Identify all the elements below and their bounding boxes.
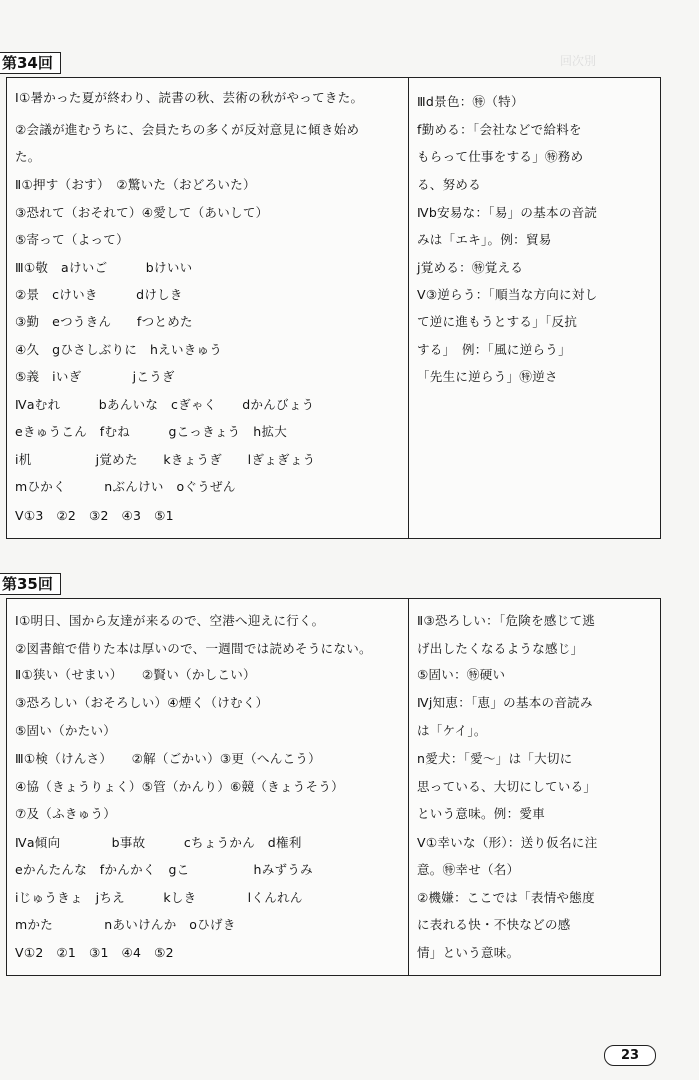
answer-line: Ⅰ①明日、国から友達が来るので、空港へ迎えに行く。 [15, 613, 325, 628]
answer-line: ④久 gひさしぶりに hえいきゅう [15, 342, 223, 357]
note-line: Ⅱ③恐ろしい：「危険を感じて逃 [417, 613, 596, 628]
answer-line: ④協（きょうりょく）⑤管（かんり）⑥競（きょうそう） [15, 779, 344, 794]
note-line: 情」という意味。 [417, 945, 520, 960]
answer-line: Ⅳaむれ bあんいな cぎゃく dかんびょう [15, 397, 315, 412]
answer-line: Ⅱ①狭い（せまい） ②賢い（かしこい） [15, 667, 256, 682]
note-line: Ⅲd景色：㊕（特） [417, 94, 524, 109]
answer-line: eかんたんな fかんかく gこ hみずうみ [15, 862, 313, 877]
note-line: Ⅴ①幸いな（形）：送り仮名に注 [417, 835, 598, 850]
note-line: j覚める：㊕覚える [417, 260, 524, 275]
answer-line: ⑦及（ふきゅう） [15, 806, 117, 821]
answer-line: Ⅴ①3 ②2 ③2 ④3 ⑤1 [15, 508, 174, 523]
note-line: 意。㊕幸せ（名） [417, 862, 520, 877]
section-title-35: 第35回 [0, 573, 61, 595]
answer-line: ②会議が進むうちに、会員たちの多くが反対意見に傾き始め [15, 122, 360, 137]
answer-line: eきゅうこん fむね gこっきょう h拡大 [15, 424, 288, 439]
bleed-through-text: 回次別 [560, 54, 597, 68]
answer-line: iじゅうきょ jちえ kしき lくんれん [15, 890, 303, 905]
answer-line: Ⅱ①押す（おす） ②驚いた（おどろいた） [15, 177, 256, 192]
column-divider [408, 599, 409, 975]
answer-line: mひかく nぶんけい oぐうぜん [15, 479, 236, 494]
note-line: f勤める：「会社などで給料を [417, 122, 582, 137]
note-line: みは「エキ」。例：貿易 [417, 232, 552, 247]
answer-line: ②景 cけいき dけしき [15, 287, 183, 302]
note-line: という意味。例：愛車 [417, 806, 546, 821]
answer-line: Ⅲ①敬 aけいご bけいい [15, 260, 193, 275]
answer-line: mかた nあいけんか oひげき [15, 917, 236, 932]
answer-line: ②図書館で借りた本は厚いので、一週間では読めそうにない。 [15, 641, 372, 656]
page-number: 23 [604, 1045, 656, 1066]
note-line: 「先生に逆らう」㊕逆さ [417, 369, 558, 384]
note-line: は「ケイ」。 [417, 723, 487, 738]
answer-box-34 [6, 77, 661, 539]
note-line: に表れる快・不快などの感 [417, 917, 571, 932]
note-line: 思っている、大切にしている」 [417, 779, 597, 794]
note-line: げ出したくなるような感じ」 [417, 641, 584, 656]
note-line: Ⅳj知恵：「恵」の基本の音読み [417, 695, 593, 710]
answer-line: た。 [15, 149, 41, 164]
note-line: て逆に進もうとする」「反抗 [417, 314, 578, 329]
note-line: ②機嫌：ここでは「表情や態度 [417, 890, 595, 905]
answer-line: ③勤 eつうきん fつとめた [15, 314, 193, 329]
note-line: Ⅴ③逆らう：「順当な方向に対し [417, 287, 598, 302]
section-title-34: 第34回 [0, 52, 61, 74]
note-line: る、努める [417, 177, 482, 192]
column-divider [408, 78, 409, 538]
answer-line: ⑤寄って（よって） [15, 232, 129, 247]
answer-line: Ⅴ①2 ②1 ③1 ④4 ⑤2 [15, 945, 174, 960]
answer-box-35 [6, 598, 661, 976]
answer-line: Ⅰ①暑かった夏が終わり、読書の秋、芸術の秋がやってきた。 [15, 90, 364, 105]
answer-line: Ⅳa傾向 b事故 cちょうかん d権利 [15, 835, 302, 850]
note-line: もらって仕事をする」㊕務め [417, 149, 584, 164]
note-line: n愛犬：「愛～」は「大切に [417, 751, 573, 766]
answer-line: ⑤義 iいぎ jこうぎ [15, 369, 175, 384]
note-line: ⑤固い：㊕硬い [417, 667, 506, 682]
answer-line: ⑤固い（かたい） [15, 723, 117, 738]
note-line: する」 例：「風に逆らう」 [417, 342, 571, 357]
answer-line: i机 j覚めた kきょうぎ lぎょぎょう [15, 452, 316, 467]
answer-line: ③恐ろしい（おそろしい）④煙く（けむく） [15, 695, 269, 710]
answer-line: Ⅲ①検（けんさ） ②解（ごかい）③更（へんこう） [15, 751, 321, 766]
answer-line: ③恐れて（おそれて）④愛して（あいして） [15, 205, 269, 220]
note-line: Ⅳb安易な：「易」の基本の音読 [417, 205, 598, 220]
